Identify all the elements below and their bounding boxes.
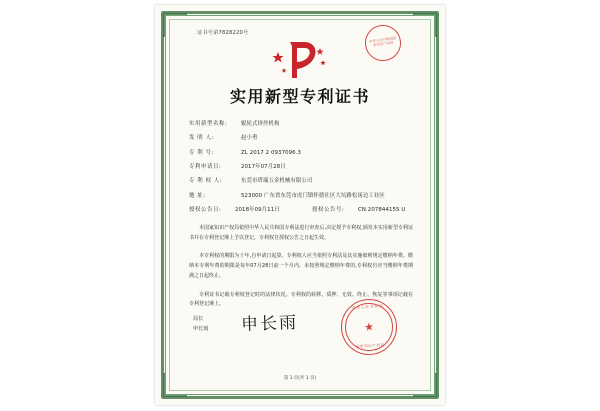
top-red-seal-text: 中华人民共和国国家知识产权局	[368, 36, 397, 48]
grant-number-label: 授权公告号:	[312, 206, 345, 213]
field-label: 专 利 权 人:	[189, 178, 223, 185]
legal-paragraph: 专利证书记载专利权登记时的法律状况。专利权的转移、质押、无效、终止、恢复等事项记载在专利登记簿上。	[189, 291, 413, 308]
field-row	[189, 193, 419, 201]
government-red-seal	[339, 297, 399, 357]
seal-top-text: 中华人民共和国	[351, 303, 384, 311]
grant-row	[189, 207, 419, 215]
field-value: 523000 广东省东莞市虎门镇怀德社区大坑路松岗边工业区	[241, 192, 385, 199]
legal-paragraph: 本国家知识产权局依照中华人民共和国专利法进行审查后,决定授予专利权,颁发本实用新型专利证书并在专利登记簿上予以登记。专利权自授权公告之日起生效。	[189, 224, 413, 241]
legal-paragraph: 本专利权的期限为十年,自申请日起算。专利权人应当依照专利法及其实施细则规定缴纳年费。缴纳本专利年费的期限是每年07月28日前一个月内。未按照规定缴纳年费的,专利权自应当缴纳年费期满之日起终止。	[189, 253, 413, 279]
grant-publication-number	[312, 207, 419, 215]
director-signature: 申长雨	[240, 313, 299, 335]
patent-certificate	[155, 5, 445, 405]
field-value: 2017年07月28日	[241, 163, 286, 170]
field-row	[189, 135, 419, 143]
field-row	[189, 164, 419, 172]
certificate-title: 实用新型专利证书	[229, 87, 370, 106]
grant-date-label: 授权公告日:	[189, 206, 222, 213]
grant-number-value: CN 207844155 U	[358, 206, 406, 213]
field-value: 赵小勇	[241, 135, 258, 142]
certificate-fields	[175, 121, 425, 215]
seal-bottom-text: 国家知识产权局	[355, 342, 386, 349]
director-name-label: 申长雨	[193, 325, 209, 332]
field-value: 东莞市塔瑞五金机械有限公司	[241, 178, 313, 185]
grant-date	[189, 207, 296, 215]
field-value: ZL 2017 2 0937096.3	[241, 149, 302, 156]
certificate-content	[175, 23, 425, 387]
director-block	[193, 315, 209, 335]
field-value: 辊轮式挤丝机构	[241, 121, 280, 127]
field-row	[189, 178, 419, 186]
patent-office-logo	[175, 38, 425, 82]
field-label: 专 利 号:	[189, 149, 215, 156]
page-footer: 第 1 页(共 1 页)	[283, 376, 317, 381]
logo-emblem-icon	[270, 38, 330, 82]
field-label: 发 明 人:	[189, 135, 215, 142]
field-label: 专利申请日:	[189, 163, 222, 170]
star-icon: ★	[363, 320, 375, 334]
director-label: 局长	[193, 316, 204, 322]
field-row	[189, 121, 419, 129]
certificate-number: 证书号第7828220号	[197, 30, 249, 36]
field-label: 地 址:	[189, 192, 206, 199]
field-label: 实用新型名称:	[189, 121, 228, 127]
field-row	[189, 150, 419, 158]
signature-area	[189, 299, 415, 357]
grant-date-value: 2018年09月11日	[235, 206, 280, 213]
